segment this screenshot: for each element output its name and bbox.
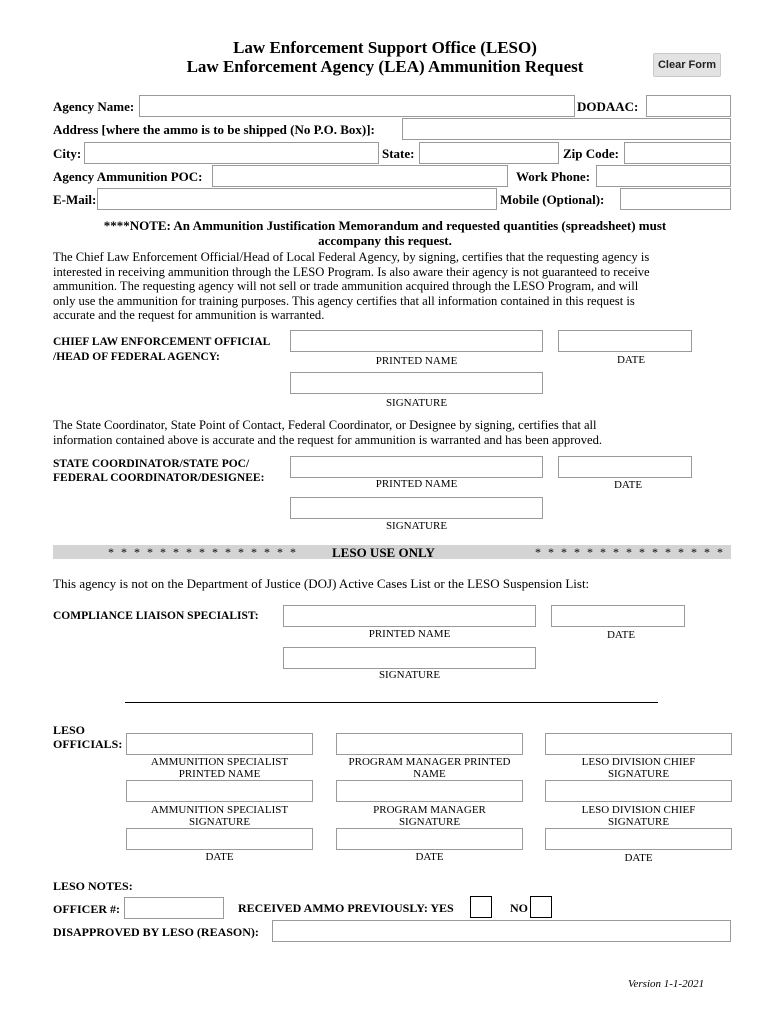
received-ammo-label: RECEIVED AMMO PREVIOUSLY: YES	[238, 901, 454, 915]
state-coordinator-paragraph	[53, 418, 602, 447]
division-chief-signature2-caption	[545, 804, 732, 828]
caption-line: SIGNATURE	[607, 768, 670, 780]
received-no-checkbox[interactable]	[530, 896, 552, 918]
address-label: Address [where the ammo is to be shipped (No P.O. Box)]:	[53, 122, 375, 137]
zip-label: Zip Code:	[563, 146, 619, 161]
program-manager-signature-caption	[336, 804, 523, 828]
division-chief-date-field[interactable]	[545, 828, 732, 850]
caption-line: LESO DIVISION CHIEF	[581, 756, 696, 768]
cleo-label-line1: CHIEF LAW ENFORCEMENT OFFICIAL	[53, 336, 271, 348]
cls-printed-name-caption: PRINTED NAME	[368, 628, 451, 640]
section-divider	[125, 702, 658, 703]
program-manager-printed-caption	[336, 756, 523, 780]
program-manager-signature-field[interactable]	[336, 780, 523, 802]
mobile-field[interactable]	[620, 188, 731, 210]
division-chief-signature1-caption	[545, 756, 732, 780]
caption-line: AMMUNITION SPECIALIST	[150, 804, 289, 816]
ammo-specialist-signature-field[interactable]	[126, 780, 313, 802]
stars-left: * * * * * * * * * * * * * * *	[108, 545, 298, 559]
division-chief-date-caption: DATE	[624, 852, 653, 864]
form-title: Law Enforcement Support Office (LESO)	[233, 38, 537, 57]
email-field[interactable]	[97, 188, 497, 210]
work-phone-field[interactable]	[596, 165, 731, 187]
caption-line: SIGNATURE	[398, 816, 461, 828]
cert-line5: accurate and the request for ammunition is warranted.	[53, 308, 325, 323]
cls-signature-field[interactable]	[283, 647, 536, 669]
stars-right: * * * * * * * * * * * * * * *	[535, 545, 725, 559]
state-field[interactable]	[419, 142, 559, 164]
doj-statement: This agency is not on the Department of Justice (DOJ) Active Cases List or the LESO Suspension List:	[53, 576, 590, 591]
work-phone-label: Work Phone:	[516, 169, 591, 184]
email-label: E-Mail:	[53, 192, 97, 207]
certification-paragraph	[53, 250, 650, 323]
clear-form-button[interactable]: Clear Form	[653, 53, 721, 77]
program-manager-printed-field[interactable]	[336, 733, 523, 755]
officials-label-line2: OFFICIALS:	[53, 737, 123, 751]
city-field[interactable]	[84, 142, 379, 164]
address-field[interactable]	[402, 118, 731, 140]
note-line2: accompany this request.	[318, 233, 452, 248]
cleo-label-line2: /HEAD OF FEDERAL AGENCY:	[53, 351, 220, 363]
cls-printed-name-field[interactable]	[283, 605, 536, 627]
caption-line: SIGNATURE	[607, 816, 670, 828]
state-line2: information contained above is accurate and the request for ammunition is warranted and has been approved.	[53, 432, 603, 447]
ammo-specialist-signature-caption	[126, 804, 313, 828]
dodaac-field[interactable]	[646, 95, 731, 117]
agency-name-field[interactable]	[139, 95, 575, 117]
program-manager-date-field[interactable]	[336, 828, 523, 850]
zip-field[interactable]	[624, 142, 731, 164]
cls-date-field[interactable]	[551, 605, 685, 627]
cert-line1: The Chief Law Enforcement Official/Head of Local Federal Agency, by signing, certifies that the requesting agency is	[53, 250, 650, 264]
cert-line4: only use the ammunition for training purposes. This agency certifies that all information contained in this request is	[53, 293, 635, 308]
division-chief-signature1-field[interactable]	[545, 733, 732, 755]
caption-line: LESO DIVISION CHIEF	[581, 804, 696, 816]
poc-field[interactable]	[212, 165, 508, 187]
state-date-caption: DATE	[613, 479, 643, 491]
state-date-field[interactable]	[558, 456, 692, 478]
caption-line: PRINTED NAME	[178, 768, 261, 780]
caption-line: SIGNATURE	[188, 816, 251, 828]
division-chief-signature2-field[interactable]	[545, 780, 732, 802]
received-yes-checkbox[interactable]	[470, 896, 492, 918]
state-printed-name-field[interactable]	[290, 456, 543, 478]
state-signature-field[interactable]	[290, 497, 543, 519]
cleo-date-caption: DATE	[616, 354, 646, 366]
agency-name-label: Agency Name:	[53, 99, 135, 114]
state-coord-label-line2: FEDERAL COORDINATOR/DESIGNEE:	[53, 472, 265, 484]
disapproved-label: DISAPPROVED BY LESO (REASON):	[53, 925, 259, 939]
state-label: State:	[382, 146, 415, 161]
cert-line2: interested in receiving ammunition through the LESO Program. Is also aware their agency is not guaranteed to receive	[53, 264, 650, 279]
cleo-signature-caption: SIGNATURE	[385, 397, 448, 409]
note-line1: ****NOTE: An Ammunition Justification Memorandum and requested quantities (spreadsheet) must	[103, 218, 667, 233]
cls-label: COMPLIANCE LIAISON SPECIALIST:	[53, 610, 259, 622]
cleo-date-field[interactable]	[558, 330, 692, 352]
cleo-printed-name-caption: PRINTED NAME	[375, 355, 458, 367]
caption-line: NAME	[413, 768, 446, 780]
cls-date-caption: DATE	[606, 629, 636, 641]
dodaac-label: DODAAC:	[577, 99, 639, 114]
received-no-label: NO	[510, 901, 528, 915]
state-printed-name-caption: PRINTED NAME	[375, 478, 458, 490]
ammo-specialist-date-field[interactable]	[126, 828, 313, 850]
cleo-signature-field[interactable]	[290, 372, 543, 394]
state-coord-label-line1: STATE COORDINATOR/STATE POC/	[53, 458, 250, 470]
city-label: City:	[53, 146, 82, 161]
version-text: Version 1-1-2021	[628, 978, 705, 990]
cleo-printed-name-field[interactable]	[290, 330, 543, 352]
form-subtitle: Law Enforcement Agency (LEA) Ammunition Request	[186, 57, 584, 76]
poc-label: Agency Ammunition POC:	[53, 169, 203, 184]
disapproved-reason-field[interactable]	[272, 920, 731, 942]
cert-line3: ammunition. The requesting agency will not sell or trade ammunition acquired through the LESO Program, and will	[53, 279, 639, 294]
officer-number-label: OFFICER #:	[53, 902, 120, 916]
state-line1: The State Coordinator, State Point of Contact, Federal Coordinator, or Designee by signing, certifies that all	[53, 418, 597, 432]
program-manager-date-caption: DATE	[415, 851, 444, 863]
caption-line: PROGRAM MANAGER PRINTED	[348, 756, 511, 768]
cls-signature-caption: SIGNATURE	[378, 669, 441, 681]
officer-number-field[interactable]	[124, 897, 224, 919]
leso-use-only-title: LESO USE ONLY	[332, 545, 435, 560]
ammo-specialist-date-caption: DATE	[205, 851, 234, 863]
state-signature-caption: SIGNATURE	[385, 520, 448, 532]
ammo-specialist-printed-caption	[126, 756, 313, 780]
officials-label-line1: LESO	[53, 723, 86, 737]
leso-notes-title: LESO NOTES:	[53, 879, 133, 893]
mobile-label: Mobile (Optional):	[500, 192, 605, 207]
caption-line: AMMUNITION SPECIALIST	[150, 756, 289, 768]
caption-line: PROGRAM MANAGER	[373, 804, 486, 816]
ammo-specialist-printed-field[interactable]	[126, 733, 313, 755]
